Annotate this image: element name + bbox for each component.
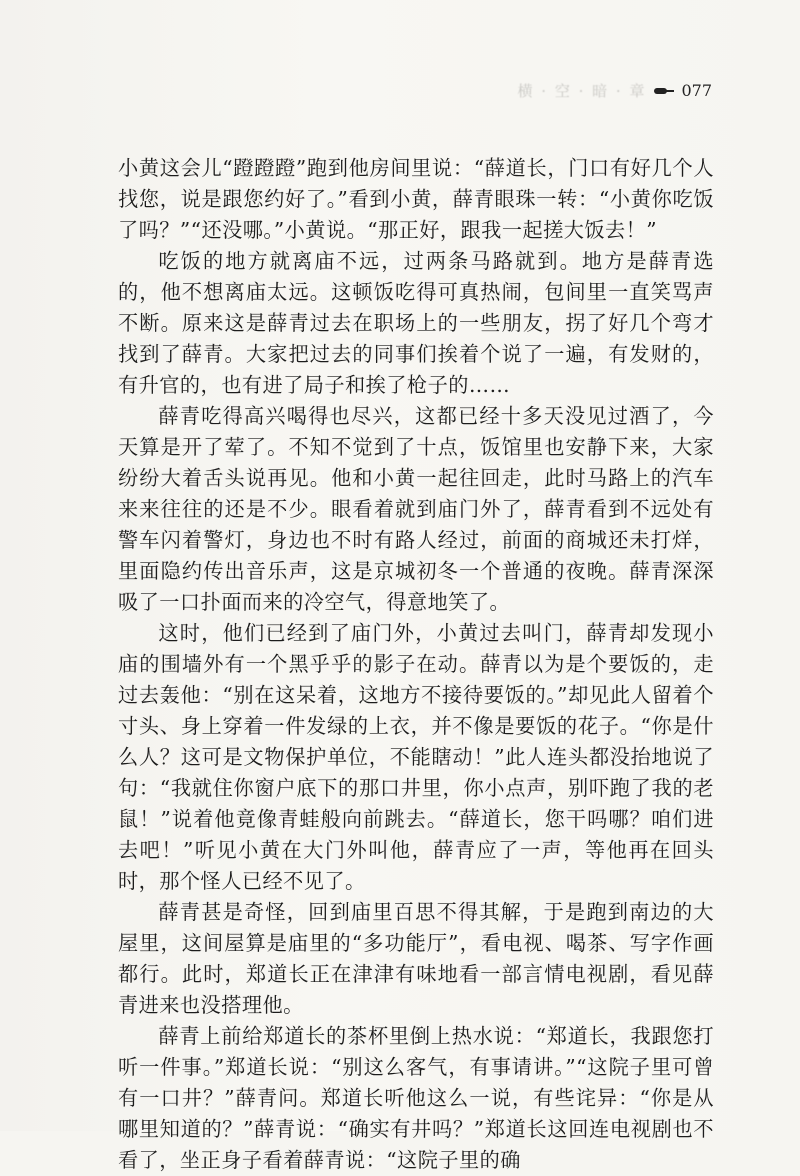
paragraph-2: 吃饭的地方就离庙不远，过两条马路就到。地方是薛青选的，他不想离庙太远。这顿饭吃得可真热闹，包间里一直笑骂声不断。原来这是薛青过去在职场上的一些朋友，拐了好几个弯才找到了薛青。大家把过去的同事们挨着个说了一遍，有发财的，有升官的，也有进了局子和挨了枪子的…… [118, 249, 714, 397]
paragraph-4: 这时，他们已经到了庙门外，小黄过去叫门，薛青却发现小庙的围墙外有一个黑乎乎的影子在动。薛青以为是个要饭的，走过去轰他：“别在这呆着，这地方不接待要饭的。”却见此人留着个寸头、身上穿着一件发绿的上衣，并不像是要饭的花子。“你是什么人？这可是文物保护单位，不能瞎动！”此人连头都没抬地说了句：“我就住你窗户底下的那口井里，你小点声，别吓跑了我的老鼠！”说着他竟像青蛙般向前跳去。“薛道长，您干吗哪？咱们进去吧！”听见小黄在大门外叫他，薛青应了一声，等他再在回头时，那个怪人已经不见了。 [118, 621, 714, 893]
body-text [118, 153, 714, 1176]
paragraph-1: 小黄这会儿“蹬蹬蹬”跑到他房间里说：“薛道长，门口有好几个人找您，说是跟您约好了。”看到小黄，薛青眼珠一转：“小黄你吃饭了吗？”“还没哪。”小黄说。“那正好，跟我一起搓大饭去！” [118, 156, 714, 242]
paragraph-6: 薛青上前给郑道长的茶杯里倒上热水说：“郑道长，我跟您打听一件事。”郑道长说：“别这么客气，有事请讲。”“这院子里可曾有一口井？”薛青问。郑道长听他这么一说，有些诧异：“你是从哪里知道的？”薛青说：“确实有井吗？”郑道长这回连电视剧也不看了，坐正身子看着薛青说：“这院子里的确 [118, 1024, 714, 1172]
paragraph-5: 薛青甚是奇怪，回到庙里百思不得其解，于是跑到南边的大屋里，这间屋算是庙里的“多功能厅”，看电视、喝茶、写字作画都行。此时，郑道长正在津津有味地看一部言情电视剧，看见薛青进来也没搭理他。 [118, 900, 714, 1017]
page-number: 077 [681, 81, 712, 100]
bullet-icon [654, 88, 667, 94]
page-header [518, 80, 712, 101]
running-head: 横 · 空 · 暗 · 章 [517, 82, 647, 100]
paragraph-3: 薛青吃得高兴喝得也尽兴，这都已经十多天没见过酒了，今天算是开了荤了。不知不觉到了十点，饭馆里也安静下来，大家纷纷大着舌头说再见。他和小黄一起往回走，此时马路上的汽车来来往往的还是不少。眼看着就到庙门外了，薛青看到不远处有警车闪着警灯，身边也不时有路人经过，前面的商城还未打烊，里面隐约传出音乐声，这是京城初冬一个普通的夜晚。薛青深深吸了一口扑面而来的冷空气，得意地笑了。 [118, 404, 714, 614]
